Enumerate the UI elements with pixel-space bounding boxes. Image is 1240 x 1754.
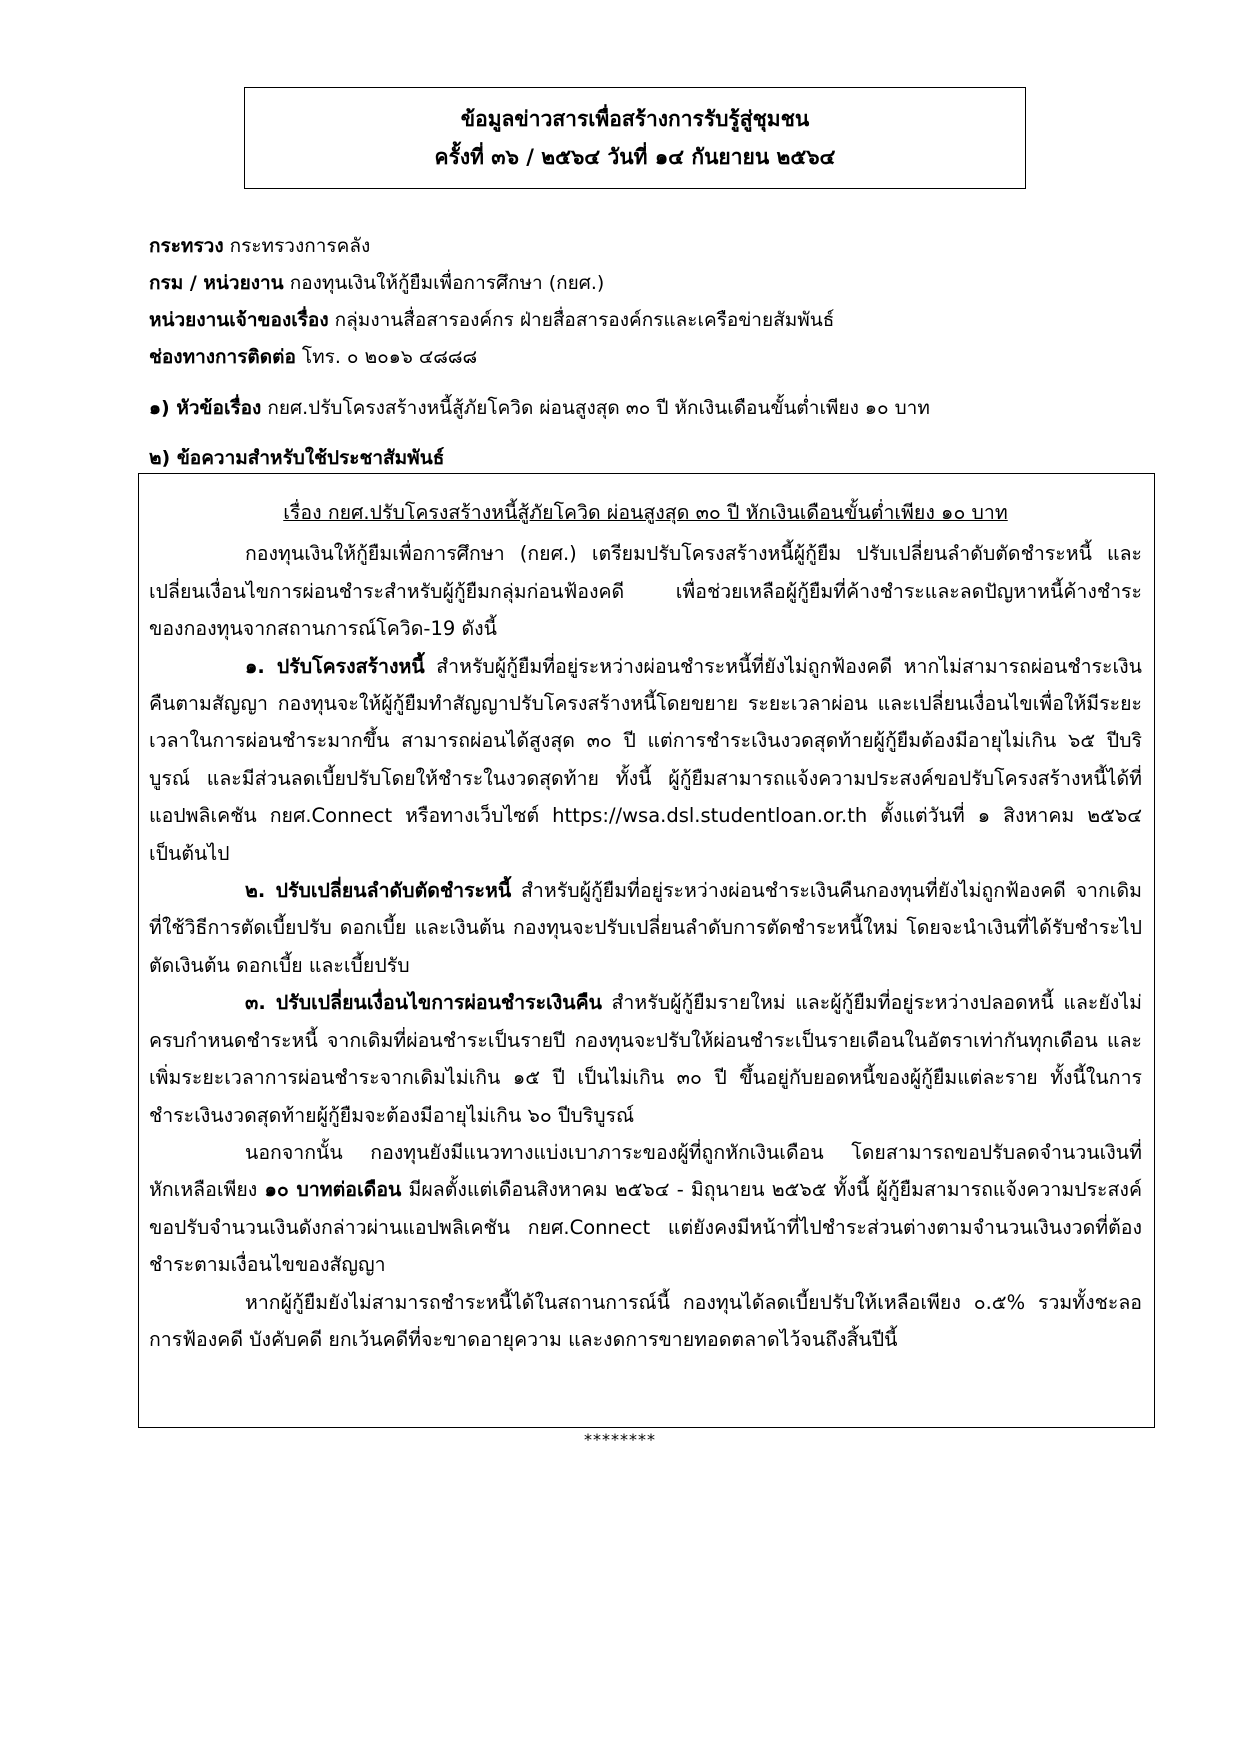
meta-owner-label: หน่วยงานเจ้าของเรื่อง <box>149 309 329 331</box>
document-meta <box>149 228 1109 376</box>
meta-department-label: กรม / หน่วยงาน <box>149 272 284 294</box>
item-1-text: สำหรับผู้กู้ยืมที่อยู่ระหว่างผ่อนชำระหนี้ที่ยังไม่ถูกฟ้องคดี หากไม่สามารถผ่อนชำระเงินคืนตามสัญญา กองทุนจะให้ผู้กู้ยืมทำสัญญาปรับโครงสร้างหนี้โดยขยาย ระยะเวลาผ่อน และเปลี่ยนเงื่อนไขเพื่อให้มีระยะเวลาในการผ่อนชำระมากขึ้น สามารถผ่อนได้สูงสุด ๓๐ ปี แต่การชำระเงินงวดสุดท้ายผู้กู้ยืมต้องมีอายุไม่เกิน ๖๕ ปีบริบูรณ์ และมีส่วนลดเบี้ยปรับโดยให้ชำระในงวดสุดท้าย ทั้งนี้ ผู้กู้ยืมสามารถแจ้งความประสงค์ขอปรับโครงสร้างหนี้ได้ที่แอปพลิเคชัน กยศ.Connect หรือทางเว็บไซต์ https://wsa.dsl.studentloan.or.th ตั้งแต่วันที่ ๑ สิงหาคม ๒๕๖๔ เป็นต้นไป <box>149 654 1142 865</box>
meta-ministry-row <box>149 228 1109 265</box>
item-2-text: สำหรับผู้กู้ยืมที่อยู่ระหว่างผ่อนชำระเงินคืนกองทุนที่ยังไม่ถูกฟ้องคดี จากเดิมที่ใช้วิธีการตัดเบี้ยปรับ ดอกเบี้ย และเงินต้น กองทุนจะปรับเปลี่ยนลำดับการตัดชำระหนี้ใหม่ โดยจะนำเงินที่ได้รับชำระไปตัดเงินต้น ดอกเบี้ย และเบี้ยปรับ <box>149 879 1142 977</box>
header-issue-date: ครั้งที่ ๓๖ / ๒๕๖๔ วันที่ ๑๔ กันยายน ๒๕๖๔ <box>434 145 836 169</box>
item-1-title: ๑. ปรับโครงสร้างหนี้ <box>245 654 425 678</box>
end-marker: ******** <box>584 1430 656 1449</box>
item-3-text: สำหรับผู้กู้ยืมรายใหม่ และผู้กู้ยืมที่อยู่ระหว่างปลอดหนี้ และยังไม่ครบกำหนดชำระหนี้ จากเดิมที่ผ่อนชำระเป็นรายปี กองทุนจะปรับให้ผ่อนชำระเป็นรายเดือนในอัตราเท่ากันทุกเดือน และเพิ่มระยะเวลาการผ่อนชำระจากเดิมไม่เกิน ๑๕ ปี เป็นไม่เกิน ๓๐ ปี ขึ้นอยู่กับยอดหนี้ของผู้กู้ยืมแต่ละราย ทั้งนี้ในการชำระเงินงวดสุดท้ายผู้กู้ยืมจะต้องมีอายุไม่เกิน ๖๐ ปีบริบูรณ์ <box>149 991 1142 1127</box>
topic-value: กยศ.ปรับโครงสร้างหนี้สู้ภัยโควิด ผ่อนสูงสุด ๓๐ ปี หักเงินเดือนขั้นต่ำเพียง ๑๐ บาท <box>267 397 930 419</box>
extra-text-post: มีผลตั้งแต่เดือนสิงหาคม ๒๕๖๔ - มิถุนายน ๒๕๖๕ ทั้งนี้ ผู้กู้ยืมสามารถแจ้งความประสงค์ขอปรับจำนวนเงินดังกล่าวผ่านแอปพลิเคชัน กยศ.Connect แต่ยังคงมีหน้าที่ไปชำระส่วนต่างตามจำนวนเงินงวดที่ต้องชำระตามเงื่อนไขของสัญญา <box>149 1178 1142 1277</box>
item-3-title: ๓. ปรับเปลี่ยนเงื่อนไขการผ่อนชำระเงินคืน <box>245 991 602 1015</box>
article-last-paragraph: หากผู้กู้ยืมยังไม่สามารถชำระหนี้ได้ในสถานการณ์นี้ กองทุนได้ลดเบี้ยปรับให้เหลือเพียง ๐.๕% รวมทั้งชะลอการฟ้องคดี บังคับคดี ยกเว้นคดีที่จะขาดอายุความ และงดการขายทอดตลาดไว้จนถึงสิ้นปีนี้ <box>149 1290 1142 1351</box>
meta-contact-value: โทร. ๐ ๒๐๑๖ ๔๘๘๘ <box>301 346 478 368</box>
article-extra-paragraph <box>149 1134 1142 1284</box>
article-headline: เรื่อง กยศ.ปรับโครงสร้างหนี้สู้ภัยโควิด ผ่อนสูงสุด ๓๐ ปี หักเงินเดือนขั้นต่ำเพียง ๑๐ บาท <box>283 501 1008 524</box>
article-item-2 <box>149 872 1142 984</box>
article-intro: กองทุนเงินให้กู้ยืมเพื่อการศึกษา (กยศ.) เตรียมปรับโครงสร้างหนี้ผู้กู้ยืม ปรับเปลี่ยนลำดับตัดชำระหนี้ และเปลี่ยนเงื่อนไขการผ่อนชำระสำหรับผู้กู้ยืมกลุ่มก่อนฟ้องคดี เพื่อช่วยเหลือผู้กู้ยืมที่ค้างชำระและลดปัญหาหนี้ค้างชำระของกองทุนจากสถานการณ์โควิด-19 ดังนี้ <box>149 542 1142 641</box>
meta-ministry-label: กระทรวง <box>149 235 224 257</box>
meta-department-row <box>149 265 1109 302</box>
meta-department-value: กองทุนเงินให้กู้ยืมเพื่อการศึกษา (กยศ.) <box>289 272 605 294</box>
meta-contact-label: ช่องทางการติดต่อ <box>149 346 296 368</box>
extra-text-bold: ๑๐ บาทต่อเดือน <box>264 1178 402 1202</box>
topic-label: ๑) หัวข้อเรื่อง <box>149 397 262 419</box>
item-2-title: ๒. ปรับเปลี่ยนลำดับตัดชำระหนี้ <box>245 879 512 903</box>
meta-ministry-value: กระทรวงการคลัง <box>229 235 371 257</box>
press-release-box <box>138 473 1155 1428</box>
topic-row <box>149 390 1109 426</box>
meta-contact-row <box>149 339 1109 376</box>
extra-text-pre: นอกจากนั้น กองทุนยังมีแนวทางแบ่งเบาภาระของผู้ที่ถูกหักเงินเดือน โดยสามารถขอปรับลดจำนวนเงินที่หักเหลือเพียง <box>149 1140 1142 1202</box>
meta-owner-value: กลุ่มงานสื่อสารองค์กร ฝ่ายสื่อสารองค์กรและเครือข่ายสัมพันธ์ <box>334 309 835 331</box>
article-item-3 <box>149 984 1142 1134</box>
document-header-box <box>244 87 1026 189</box>
pr-section-title: ๒) ข้อความสำหรับใช้ประชาสัมพันธ์ <box>149 447 445 469</box>
article-item-1 <box>149 648 1142 872</box>
meta-owner-row <box>149 302 1109 339</box>
header-title: ข้อมูลข่าวสารเพื่อสร้างการรับรู้สู่ชุมชน <box>460 107 810 131</box>
